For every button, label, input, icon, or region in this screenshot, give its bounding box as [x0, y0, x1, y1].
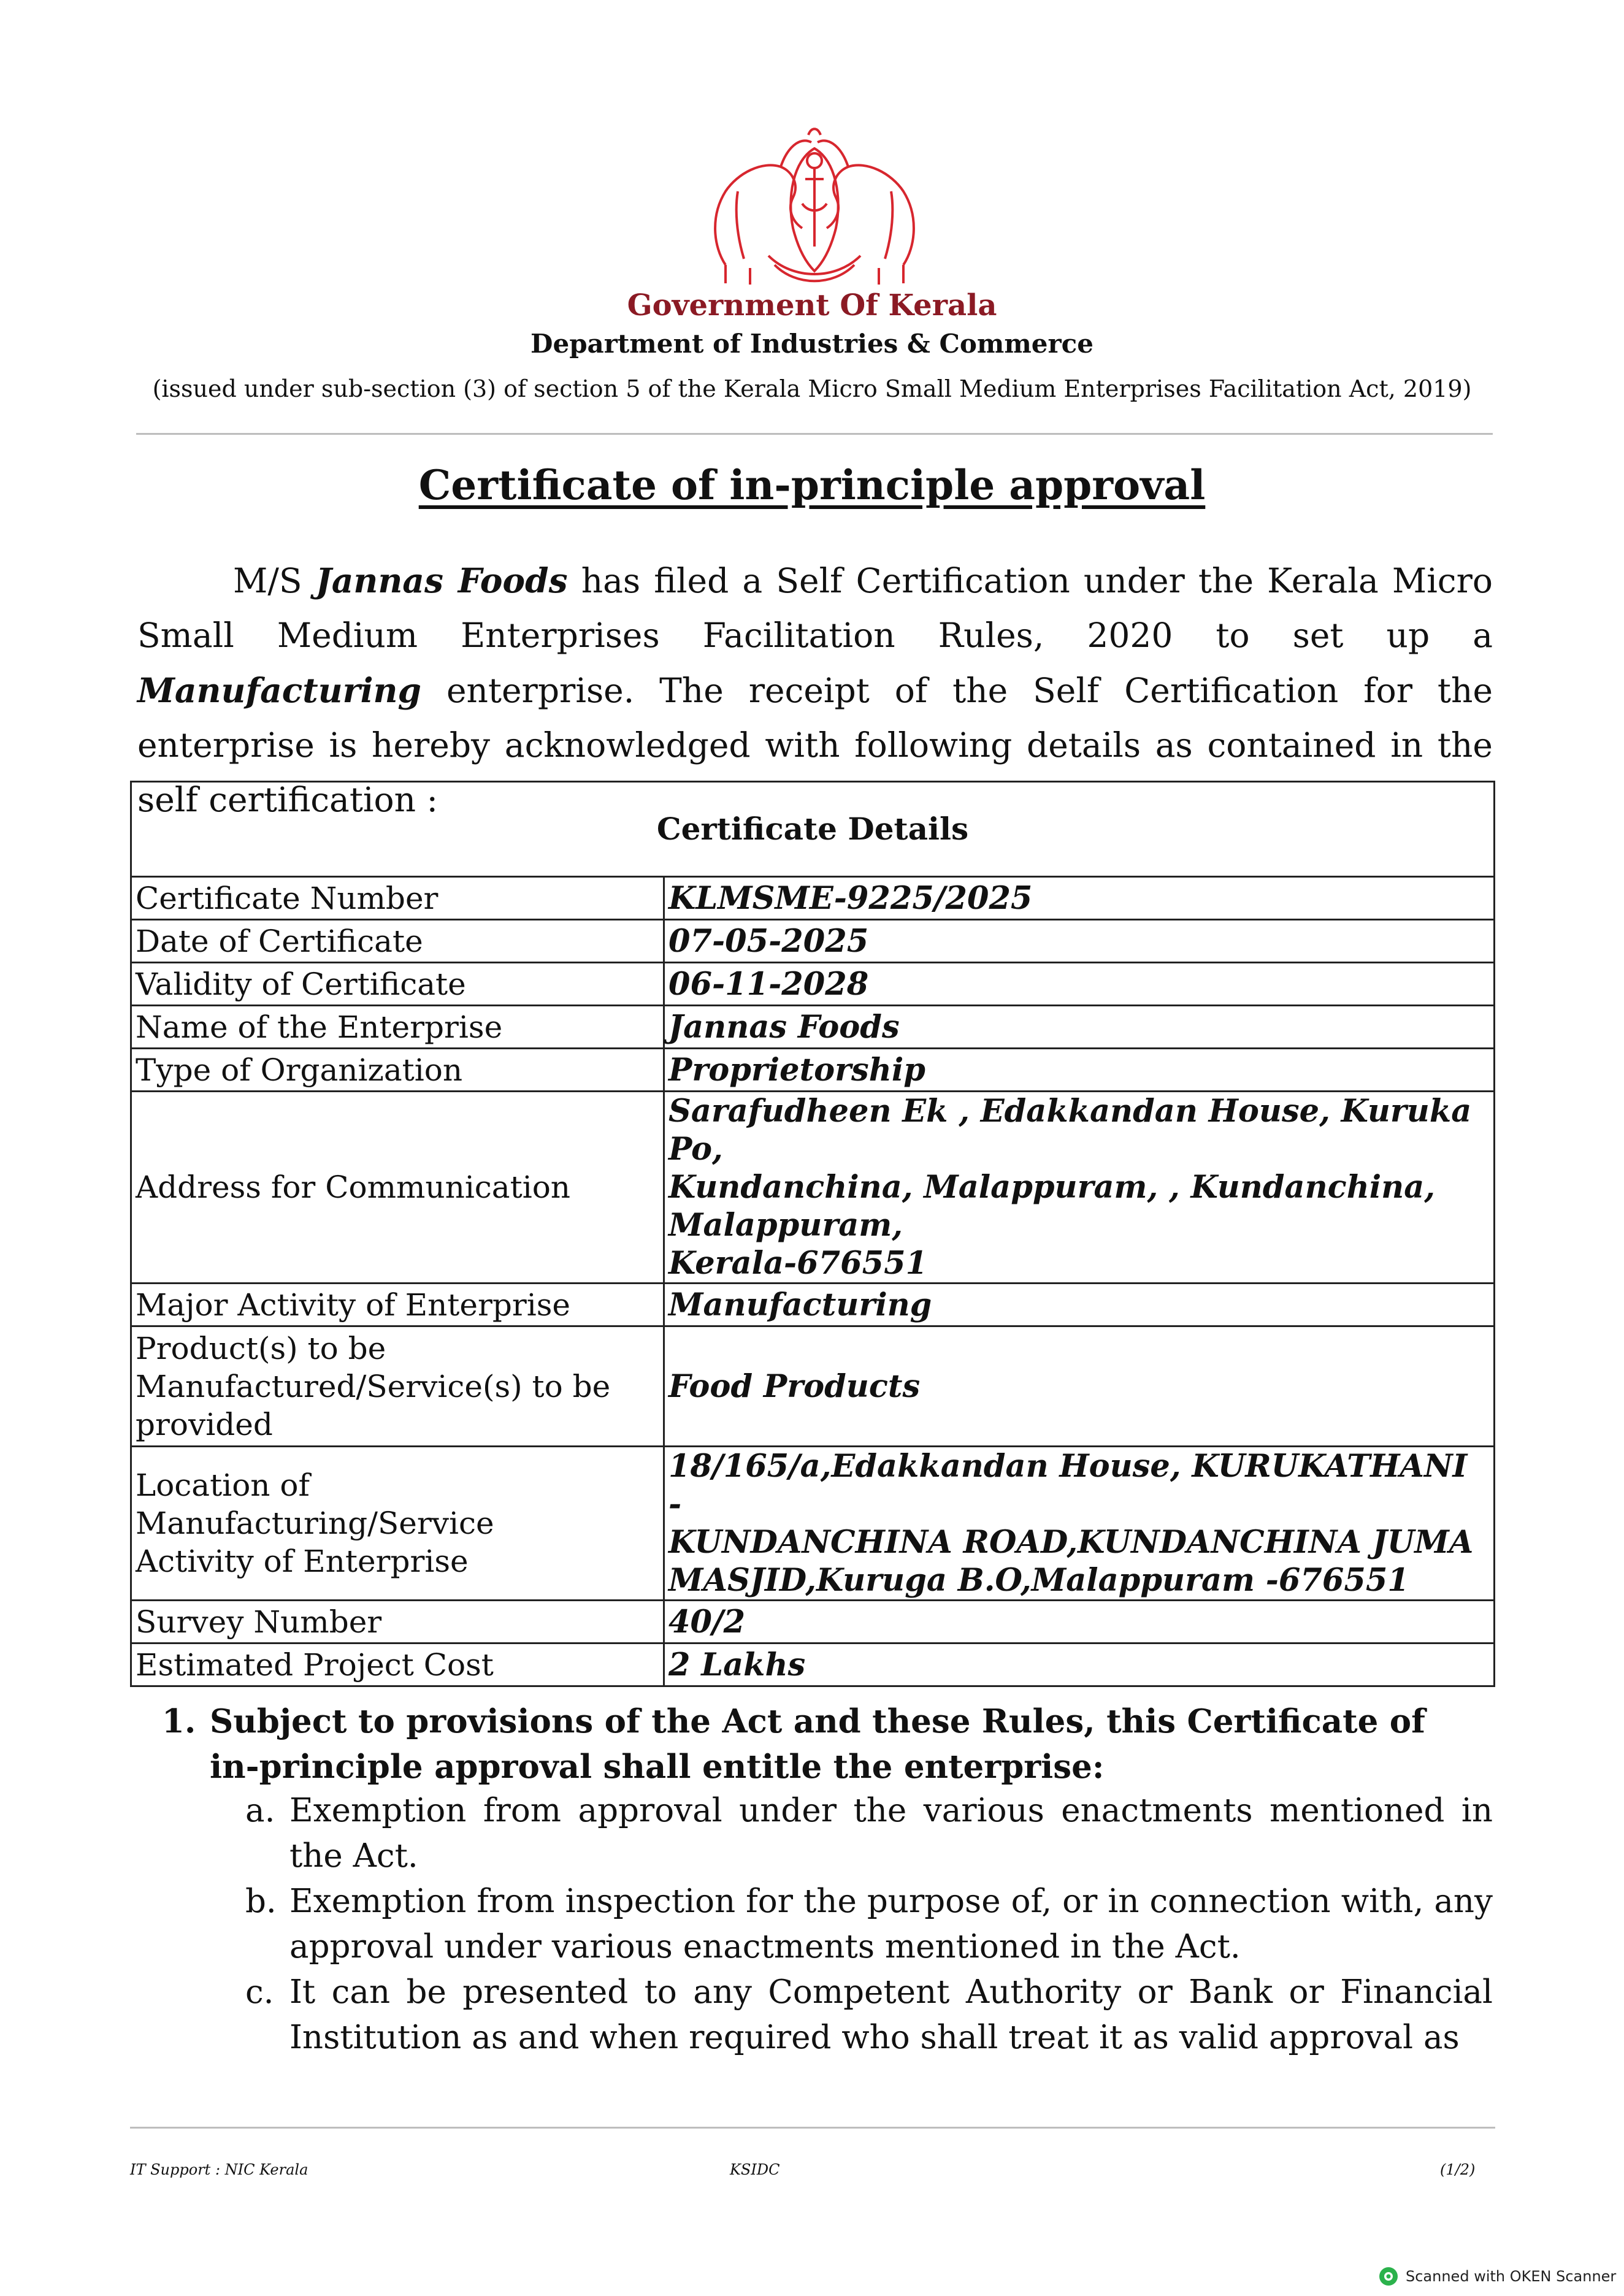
certificate-details-table: [130, 781, 1495, 1687]
subitem-text: It can be presented to any Competent Authority or Bank or Financial Institution as and when required who shall treat it as valid approval as: [289, 1973, 1493, 2056]
table-row: [131, 920, 1495, 963]
intro-part2: enterprise. The receipt of the Self Certification for the enterprise is hereby acknowledged with following details as contained in the self certification :: [137, 671, 1493, 819]
subitem-text: Exemption from inspection for the purpose of, or in connection with, any approval under various enactments mentioned in the Act.: [289, 1883, 1493, 1965]
row-value: [664, 1092, 1495, 1284]
row-label: Address for Communication: [131, 1092, 664, 1284]
table-row: [131, 1601, 1495, 1644]
row-value: 06-11-2028: [664, 963, 1495, 1006]
footer-page-number: (1/2): [1440, 2161, 1476, 2178]
label-line: Manufactured/Service(s) to be: [136, 1368, 611, 1404]
row-value: 07-05-2025: [664, 920, 1495, 963]
header-divider: [136, 433, 1493, 435]
subitem-text: Exemption from approval under the various enactments mentioned in the Act.: [289, 1792, 1493, 1875]
intro-activity: Manufacturing: [137, 670, 421, 710]
table-heading: Certificate Details: [131, 782, 1495, 877]
oken-scanner-icon: [1377, 2265, 1400, 2287]
row-value: [664, 1447, 1495, 1601]
address-line: Sarafudheen Ek , Edakkandan House, Kuruka Po,: [668, 1093, 1472, 1168]
location-line: 18/165/a,Edakkandan House, KURUKATHANI -: [668, 1448, 1468, 1523]
address-line: Malappuram,: [668, 1207, 903, 1244]
table-row: [131, 1447, 1495, 1601]
location-line: MASJID,Kuruga B.O,Malappuram -676551: [668, 1562, 1409, 1599]
provision-subitem-a: [245, 1788, 1493, 1879]
row-value: 2 Lakhs: [664, 1644, 1495, 1686]
provision-subitem-b: [245, 1879, 1493, 1970]
subitem-letter: c.: [245, 1973, 274, 2011]
provision-text: Subject to provisions of the Act and these Rules, this Certificate of in-principle approval shall entitle the enterprise:: [210, 1702, 1425, 1786]
row-label: Type of Organization: [131, 1049, 664, 1092]
table-row: [131, 1006, 1495, 1049]
location-line: KUNDANCHINA ROAD,KUNDANCHINA JUMA: [668, 1524, 1474, 1561]
row-value: 40/2: [664, 1601, 1495, 1644]
row-label: Validity of Certificate: [131, 963, 664, 1006]
address-line: Kerala-676551: [668, 1245, 928, 1282]
provision-item-1: [162, 1699, 1468, 1789]
address-line: Kundanchina, Malappuram, , Kundanchina,: [668, 1169, 1436, 1206]
table-row: [131, 1092, 1495, 1284]
footer-divider: [130, 2127, 1495, 2129]
table-row: [131, 877, 1495, 920]
subitem-letter: b.: [245, 1883, 277, 1920]
row-value: KLMSME-9225/2025: [664, 877, 1495, 920]
row-value: Manufacturing: [664, 1284, 1495, 1326]
label-line: Activity of Enterprise: [136, 1544, 469, 1579]
footer-it-support: IT Support : NIC Kerala: [130, 2161, 308, 2178]
scanner-text: Scanned with OKEN Scanner: [1406, 2268, 1617, 2285]
row-label: Major Activity of Enterprise: [131, 1284, 664, 1326]
row-label: [131, 1326, 664, 1447]
row-value: Jannas Foods: [664, 1006, 1495, 1049]
intro-part1: has filed a Self Certification under the Kerala Micro Small Medium Enterprises Facilitation Rules, 2020 to set up a: [137, 561, 1493, 655]
footer-ksidc: KSIDC: [730, 2161, 780, 2178]
table-row: [131, 1284, 1495, 1326]
label-line: provided: [136, 1406, 273, 1442]
kerala-state-emblem-icon: [701, 124, 928, 289]
table-row: [131, 963, 1495, 1006]
row-label: Estimated Project Cost: [131, 1644, 664, 1686]
label-line: Location of Manufacturing/Service: [136, 1468, 494, 1541]
label-line: Product(s) to be: [136, 1330, 386, 1366]
provision-subitem-c: [245, 1970, 1493, 2061]
certificate-title: Certificate of in-principle approval: [418, 461, 1206, 509]
intro-enterprise-name: Jannas Foods: [315, 561, 568, 600]
subitem-letter: a.: [245, 1792, 275, 1829]
provision-number: 1.: [162, 1702, 196, 1740]
issued-under-note: (issued under sub-section (3) of section 5 of the Kerala Micro Small Medium Enterprises Facilitation Act, 2019): [152, 375, 1472, 402]
department-name: Department of Industries & Commerce: [530, 329, 1094, 359]
row-value: Proprietorship: [664, 1049, 1495, 1092]
row-label: Certificate Number: [131, 877, 664, 920]
row-label: Name of the Enterprise: [131, 1006, 664, 1049]
government-title: Government Of Kerala: [627, 288, 997, 323]
table-row: [131, 1644, 1495, 1686]
intro-prefix: M/S: [233, 561, 302, 600]
row-label: [131, 1447, 664, 1601]
row-value: Food Products: [664, 1326, 1495, 1447]
table-row: [131, 1326, 1495, 1447]
row-label: Date of Certificate: [131, 920, 664, 963]
row-label: Survey Number: [131, 1601, 664, 1644]
scanner-watermark: [1377, 2265, 1616, 2287]
table-row: [131, 1049, 1495, 1092]
